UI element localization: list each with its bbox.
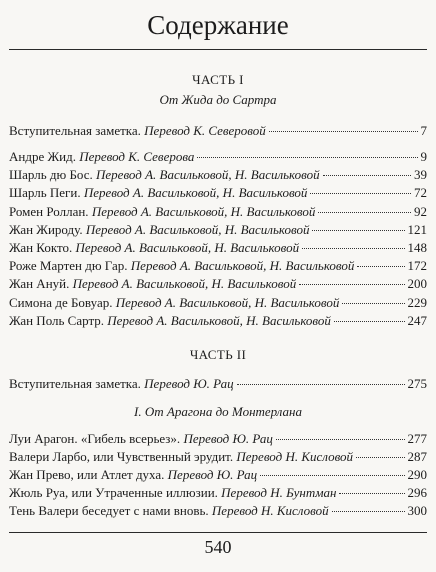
entry-translator: Перевод Н. Кисловой — [236, 449, 354, 464]
entry-author: Вступительная заметка. — [9, 123, 141, 138]
entry-page: 72 — [414, 185, 427, 200]
entry-author: Жан Жироду. — [9, 222, 83, 237]
dot-leader — [237, 384, 405, 385]
toc-entry[interactable] — [9, 184, 427, 201]
entry-translator: Перевод А. Васильковой, Н. Васильковой — [96, 167, 320, 182]
toc-entry[interactable] — [9, 166, 427, 183]
dot-leader — [334, 321, 405, 322]
dot-leader — [312, 230, 404, 231]
entry-page: 275 — [407, 376, 427, 391]
page-number: 540 — [204, 537, 232, 557]
entry-translator: Перевод К. Северовой — [144, 123, 266, 138]
toc-entry[interactable] — [9, 484, 427, 501]
toc-entry[interactable] — [9, 239, 427, 256]
entry-page: 148 — [407, 240, 427, 255]
dot-leader — [269, 131, 418, 132]
dot-leader — [310, 193, 411, 194]
entry-page: 172 — [407, 258, 427, 273]
dot-leader — [339, 493, 404, 494]
section-1-title: I. От Арагона до Монтерлана — [134, 404, 302, 419]
entry-author: Жан Поль Сартр. — [9, 313, 105, 328]
toc-entry[interactable] — [9, 502, 427, 519]
toc-entry[interactable] — [9, 148, 427, 165]
entry-page: 200 — [407, 276, 427, 291]
entry-translator: Перевод А. Васильковой, Н. Васильковой — [91, 204, 316, 219]
entry-author: Валери Ларбо, или Чувственный эрудит. — [9, 449, 234, 464]
toc-entry[interactable] — [9, 312, 427, 329]
toc-entry[interactable] — [9, 430, 427, 447]
dot-leader — [357, 266, 404, 267]
entry-page: 287 — [407, 449, 427, 464]
entry-page: 121 — [407, 222, 427, 237]
toc-entry[interactable] — [9, 122, 427, 139]
entry-translator: Перевод Ю. Рац — [144, 376, 234, 391]
toc-entry[interactable] — [9, 466, 427, 483]
entry-translator: Перевод Ю. Рац — [167, 467, 258, 482]
entry-translator: Перевод А. Васильковой, Н. Васильковой — [115, 295, 340, 310]
entry-page: 300 — [407, 503, 427, 518]
toc-entry[interactable] — [9, 275, 427, 292]
entry-translator: Перевод А. Васильковой, Н. Васильковой — [107, 313, 331, 328]
entry-page: 290 — [407, 467, 427, 482]
entry-translator: Перевод А. Васильковой, Н. Васильковой — [85, 222, 310, 237]
dot-leader — [276, 439, 405, 440]
entry-author: Роже Мартен дю Гар. — [9, 258, 128, 273]
entry-author: Жан Кокто. — [9, 240, 73, 255]
entry-page: 7 — [420, 123, 427, 138]
title-divider — [9, 49, 427, 50]
entry-author: Ромен Роллан. — [9, 204, 89, 219]
dot-leader — [323, 175, 411, 176]
entry-author: Луи Арагон. «Гибель всерьез». — [9, 431, 181, 446]
toc-entry[interactable] — [9, 203, 427, 220]
entry-author: Жан Прево, или Атлет духа. — [9, 467, 165, 482]
entry-page: 296 — [407, 485, 427, 500]
dot-leader — [299, 284, 404, 285]
entry-author: Симона де Бовуар. — [9, 295, 113, 310]
entry-author: Андре Жид. — [9, 149, 76, 164]
entry-author: Жан Ануй. — [9, 276, 70, 291]
toc-entry[interactable] — [9, 375, 427, 392]
dot-leader — [260, 475, 404, 476]
entry-translator: Перевод А. Васильковой, Н. Васильковой — [130, 258, 355, 273]
part-1-subtitle: От Жида до Сартра — [159, 92, 277, 107]
dot-leader — [318, 212, 411, 213]
entry-author: Тень Валери беседует с нами вновь. — [9, 503, 209, 518]
toc-entry[interactable] — [9, 448, 427, 465]
entry-translator: Перевод Н. Кисловой — [211, 503, 329, 518]
part-1-label: ЧАСТЬ I — [192, 72, 244, 87]
dot-leader — [197, 157, 417, 158]
entry-page: 229 — [407, 295, 427, 310]
part-2-label: ЧАСТЬ II — [189, 347, 247, 362]
footer-divider — [9, 532, 427, 533]
entry-translator: Перевод Ю. Рац — [183, 431, 273, 446]
entry-page: 277 — [407, 431, 427, 446]
dot-leader — [302, 248, 404, 249]
dot-leader — [356, 457, 404, 458]
toc-entry[interactable] — [9, 221, 427, 238]
entry-page: 247 — [407, 313, 427, 328]
page-title: Содержание — [147, 10, 289, 40]
entry-author: Шарль дю Бос. — [9, 167, 93, 182]
dot-leader — [332, 511, 405, 512]
entry-page: 9 — [420, 149, 427, 164]
entry-translator: Перевод А. Васильковой, Н. Васильковой — [75, 240, 300, 255]
entry-author: Жюль Руа, или Утраченные иллюзии. — [9, 485, 218, 500]
entry-translator: Перевод А. Васильковой, Н. Васильковой — [72, 276, 297, 291]
dot-leader — [342, 303, 404, 304]
entry-translator: Перевод К. Северова — [79, 149, 195, 164]
entry-author: Шарль Пеги. — [9, 185, 81, 200]
entry-translator: Перевод Н. Бунтман — [221, 485, 337, 500]
entry-page: 39 — [414, 167, 427, 182]
toc-entry[interactable] — [9, 257, 427, 274]
entry-author: Вступительная заметка. — [9, 376, 141, 391]
entry-translator: Перевод А. Васильковой, Н. Васильковой — [83, 185, 308, 200]
entry-page: 92 — [414, 204, 427, 219]
toc-entry[interactable] — [9, 294, 427, 311]
